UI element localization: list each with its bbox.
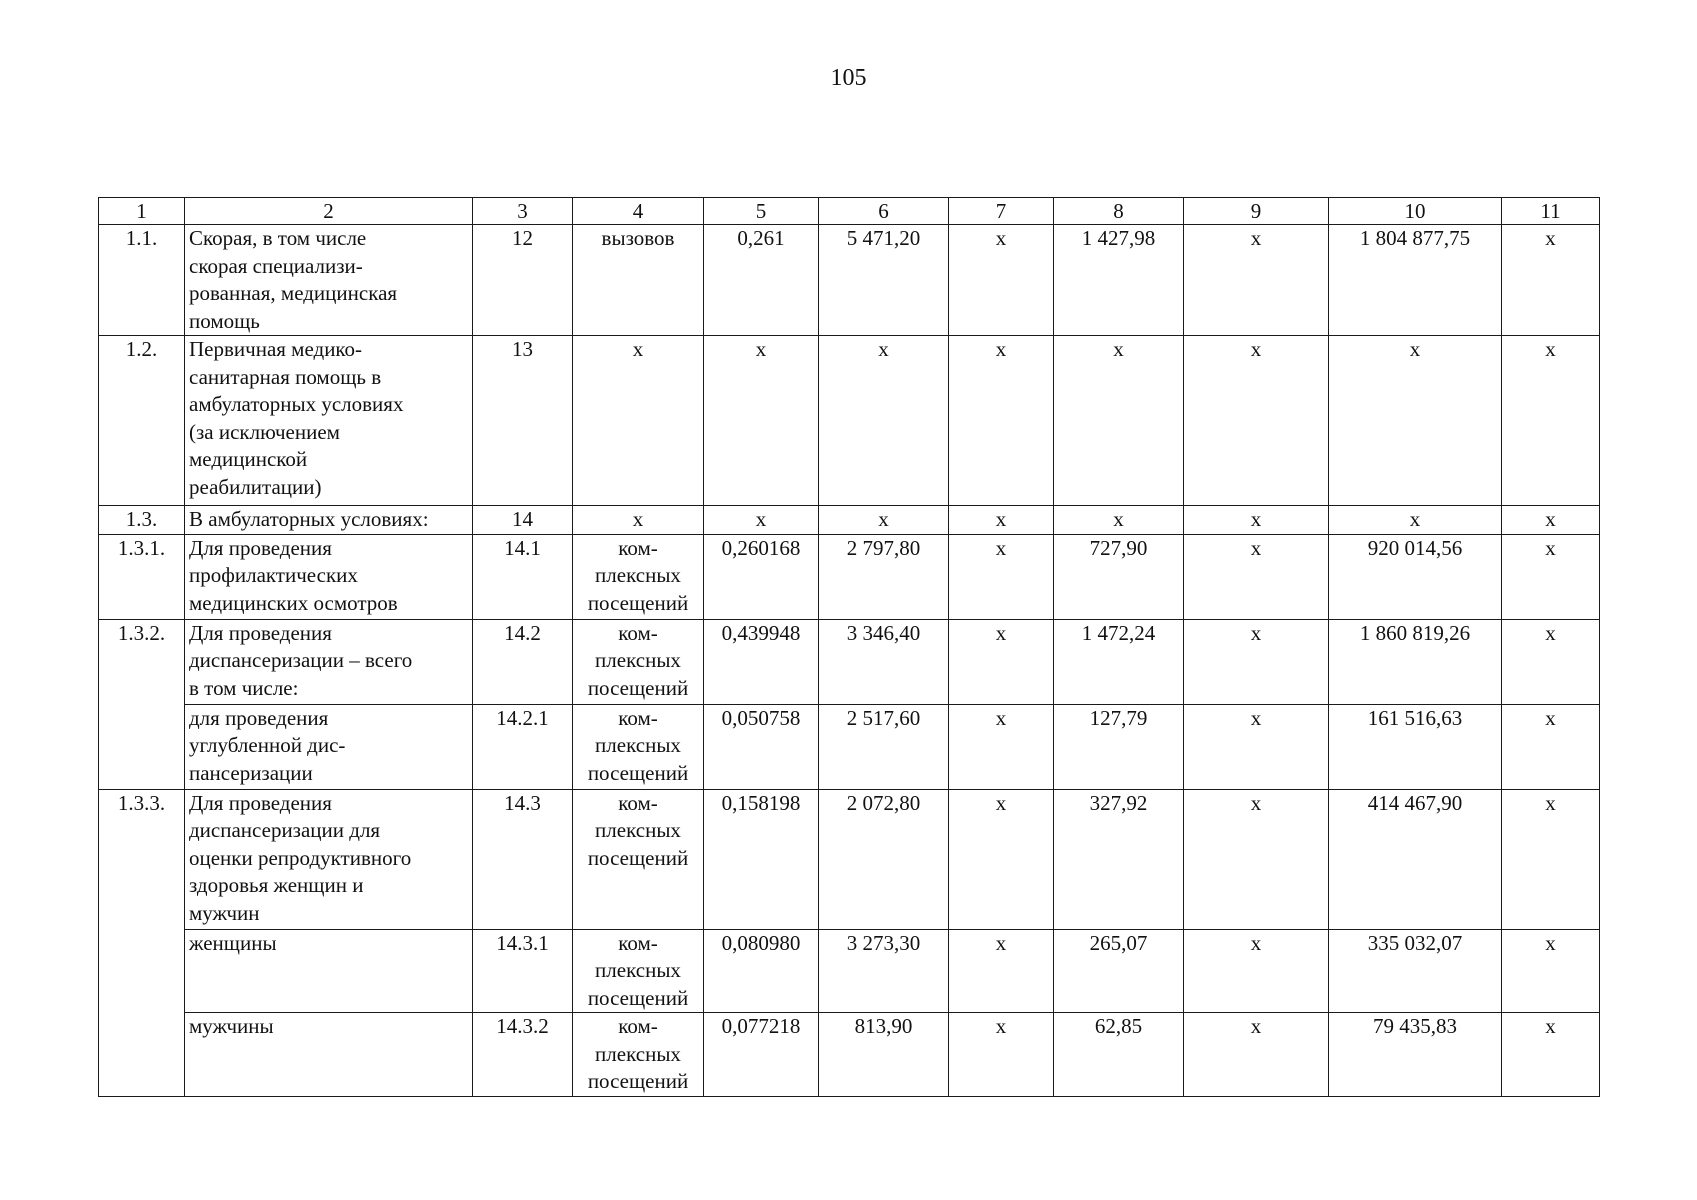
row-number: 1.2. xyxy=(99,336,185,506)
line-code: 14.3.1 xyxy=(473,929,573,1013)
value-col-7: х xyxy=(949,704,1054,789)
item-name: Для проведения диспансеризации – всего в том числе: xyxy=(185,619,473,704)
item-name: Для проведения профилактических медицинских осмотров xyxy=(185,534,473,619)
item-name: Скорая, в том числе скорая специализи- рованная, медицинская помощь xyxy=(185,225,473,336)
value-col-9: х xyxy=(1184,225,1329,336)
value-col-7: х xyxy=(949,506,1054,535)
value-col-5: х xyxy=(704,506,819,535)
column-number: 9 xyxy=(1184,198,1329,225)
value-col-9: х xyxy=(1184,789,1329,929)
unit-of-measure: ком- плексных посещений xyxy=(573,929,704,1013)
value-col-11: х xyxy=(1502,929,1600,1013)
value-col-5: 0,439948 xyxy=(704,619,819,704)
page-number: 105 xyxy=(830,65,867,91)
value-col-7: х xyxy=(949,225,1054,336)
table-row xyxy=(99,506,1600,535)
value-col-8: 1 472,24 xyxy=(1054,619,1184,704)
value-col-9: х xyxy=(1184,1013,1329,1097)
column-number: 6 xyxy=(819,198,949,225)
value-col-5: 0,260168 xyxy=(704,534,819,619)
value-col-10: х xyxy=(1329,336,1502,506)
column-number: 11 xyxy=(1502,198,1600,225)
value-col-11: х xyxy=(1502,619,1600,704)
column-number: 8 xyxy=(1054,198,1184,225)
value-col-8: 127,79 xyxy=(1054,704,1184,789)
item-name: Первичная медико- санитарная помощь в амбулаторных условиях (за исключением медицинской реабилитации) xyxy=(185,336,473,506)
line-code: 12 xyxy=(473,225,573,336)
value-col-8: 727,90 xyxy=(1054,534,1184,619)
row-number: 1.3.3. xyxy=(99,789,185,1097)
line-code: 14 xyxy=(473,506,573,535)
value-col-10: 79 435,83 xyxy=(1329,1013,1502,1097)
item-name: для проведения углубленной дис- пансеризации xyxy=(185,704,473,789)
value-col-8: 62,85 xyxy=(1054,1013,1184,1097)
value-col-7: х xyxy=(949,619,1054,704)
value-col-9: х xyxy=(1184,704,1329,789)
unit-of-measure: х xyxy=(573,336,704,506)
table-row xyxy=(99,619,1600,704)
value-col-10: 161 516,63 xyxy=(1329,704,1502,789)
line-code: 14.2 xyxy=(473,619,573,704)
value-col-6: 2 517,60 xyxy=(819,704,949,789)
value-col-11: х xyxy=(1502,506,1600,535)
line-code: 14.3.2 xyxy=(473,1013,573,1097)
item-name: женщины xyxy=(185,929,473,1013)
value-col-10: 335 032,07 xyxy=(1329,929,1502,1013)
line-code: 13 xyxy=(473,336,573,506)
value-col-11: х xyxy=(1502,534,1600,619)
value-col-8: х xyxy=(1054,506,1184,535)
row-number: 1.3.1. xyxy=(99,534,185,619)
value-col-7: х xyxy=(949,929,1054,1013)
value-col-6: х xyxy=(819,506,949,535)
item-name: Для проведения диспансеризации для оценки репродуктивного здоровья женщин и мужчин xyxy=(185,789,473,929)
value-col-11: х xyxy=(1502,789,1600,929)
value-col-6: 2 797,80 xyxy=(819,534,949,619)
value-col-6: 813,90 xyxy=(819,1013,949,1097)
column-number-row xyxy=(99,198,1600,225)
column-number: 5 xyxy=(704,198,819,225)
row-number: 1.3. xyxy=(99,506,185,535)
column-number: 4 xyxy=(573,198,704,225)
unit-of-measure: ком- плексных посещений xyxy=(573,534,704,619)
unit-of-measure: х xyxy=(573,506,704,535)
value-col-10: 920 014,56 xyxy=(1329,534,1502,619)
table-row xyxy=(99,1013,1600,1097)
table-row xyxy=(99,929,1600,1013)
value-col-10: 1 860 819,26 xyxy=(1329,619,1502,704)
column-number: 3 xyxy=(473,198,573,225)
value-col-7: х xyxy=(949,1013,1054,1097)
table-row xyxy=(99,704,1600,789)
table-row xyxy=(99,225,1600,336)
norms-table xyxy=(98,197,1600,1097)
value-col-7: х xyxy=(949,789,1054,929)
column-number: 1 xyxy=(99,198,185,225)
value-col-8: 265,07 xyxy=(1054,929,1184,1013)
unit-of-measure: ком- плексных посещений xyxy=(573,704,704,789)
value-col-10: 1 804 877,75 xyxy=(1329,225,1502,336)
column-number: 10 xyxy=(1329,198,1502,225)
column-number: 7 xyxy=(949,198,1054,225)
value-col-8: х xyxy=(1054,336,1184,506)
value-col-11: х xyxy=(1502,225,1600,336)
value-col-6: 2 072,80 xyxy=(819,789,949,929)
value-col-9: х xyxy=(1184,506,1329,535)
table-row xyxy=(99,534,1600,619)
value-col-11: х xyxy=(1502,336,1600,506)
unit-of-measure: ком- плексных посещений xyxy=(573,619,704,704)
value-col-10: 414 467,90 xyxy=(1329,789,1502,929)
value-col-5: 0,158198 xyxy=(704,789,819,929)
value-col-9: х xyxy=(1184,619,1329,704)
value-col-6: х xyxy=(819,336,949,506)
value-col-5: 0,261 xyxy=(704,225,819,336)
value-col-5: 0,050758 xyxy=(704,704,819,789)
value-col-9: х xyxy=(1184,929,1329,1013)
column-number: 2 xyxy=(185,198,473,225)
unit-of-measure: ком- плексных посещений xyxy=(573,1013,704,1097)
value-col-9: х xyxy=(1184,336,1329,506)
value-col-8: 327,92 xyxy=(1054,789,1184,929)
value-col-5: х xyxy=(704,336,819,506)
item-name: В амбулаторных условиях: xyxy=(185,506,473,535)
row-number: 1.3.2. xyxy=(99,619,185,789)
value-col-10: х xyxy=(1329,506,1502,535)
unit-of-measure: ком- плексных посещений xyxy=(573,789,704,929)
value-col-11: х xyxy=(1502,1013,1600,1097)
value-col-5: 0,080980 xyxy=(704,929,819,1013)
value-col-6: 5 471,20 xyxy=(819,225,949,336)
line-code: 14.1 xyxy=(473,534,573,619)
value-col-11: х xyxy=(1502,704,1600,789)
value-col-6: 3 273,30 xyxy=(819,929,949,1013)
value-col-7: х xyxy=(949,336,1054,506)
table-row xyxy=(99,336,1600,506)
table-row xyxy=(99,789,1600,929)
line-code: 14.2.1 xyxy=(473,704,573,789)
line-code: 14.3 xyxy=(473,789,573,929)
value-col-6: 3 346,40 xyxy=(819,619,949,704)
item-name: мужчины xyxy=(185,1013,473,1097)
row-number: 1.1. xyxy=(99,225,185,336)
unit-of-measure: вызовов xyxy=(573,225,704,336)
value-col-5: 0,077218 xyxy=(704,1013,819,1097)
value-col-7: х xyxy=(949,534,1054,619)
value-col-9: х xyxy=(1184,534,1329,619)
value-col-8: 1 427,98 xyxy=(1054,225,1184,336)
